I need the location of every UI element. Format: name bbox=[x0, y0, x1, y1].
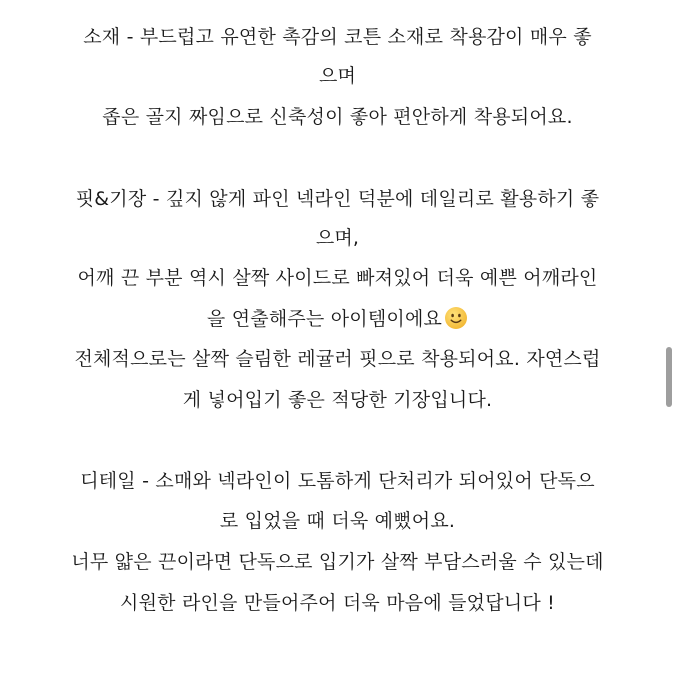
fit-line-4-text: 을 연출해주는 아이템이에요 bbox=[206, 308, 443, 330]
fit-line-4 bbox=[0, 306, 675, 332]
fit-line-1: 핏&기장 - 깊지 않게 파인 넥라인 덕분에 데일리로 활용하기 좋 bbox=[75, 188, 600, 210]
material-line-1: 소재 - 부드럽고 유연한 촉감의 코튼 소재로 착용감이 매우 좋 bbox=[83, 26, 592, 48]
fit-line-5: 전체적으로는 살짝 슬림한 레귤러 핏으로 착용되어요. 자연스럽 bbox=[74, 348, 601, 370]
fit-line-2: 으며, bbox=[315, 227, 360, 249]
slightly-smiling-face-icon bbox=[444, 306, 468, 330]
fit-line-6: 게 넣어입기 좋은 적당한 기장입니다. bbox=[182, 389, 493, 411]
detail-line-3: 너무 얇은 끈이라면 단독으로 입기가 살짝 부담스러울 수 있는데 bbox=[71, 551, 604, 573]
material-line-2: 으며 bbox=[318, 65, 357, 87]
scroll-thumb[interactable] bbox=[666, 347, 672, 407]
detail-line-1: 디테일 - 소매와 넥라인이 도톰하게 단처리가 되어있어 단독으 bbox=[80, 470, 595, 492]
vertical-scrollbar[interactable] bbox=[663, 0, 675, 675]
material-line-3: 좁은 골지 짜임으로 신축성이 좋아 편안하게 착용되어요. bbox=[102, 106, 573, 128]
detail-line-4: 시원한 라인을 만들어주어 더욱 마음에 들었답니다 ! bbox=[120, 592, 555, 614]
fit-line-3: 어깨 끈 부분 역시 살짝 사이드로 빠져있어 더욱 예쁜 어깨라인 bbox=[77, 267, 598, 289]
detail-line-2: 로 입었을 때 더욱 예뻤어요. bbox=[219, 510, 456, 532]
